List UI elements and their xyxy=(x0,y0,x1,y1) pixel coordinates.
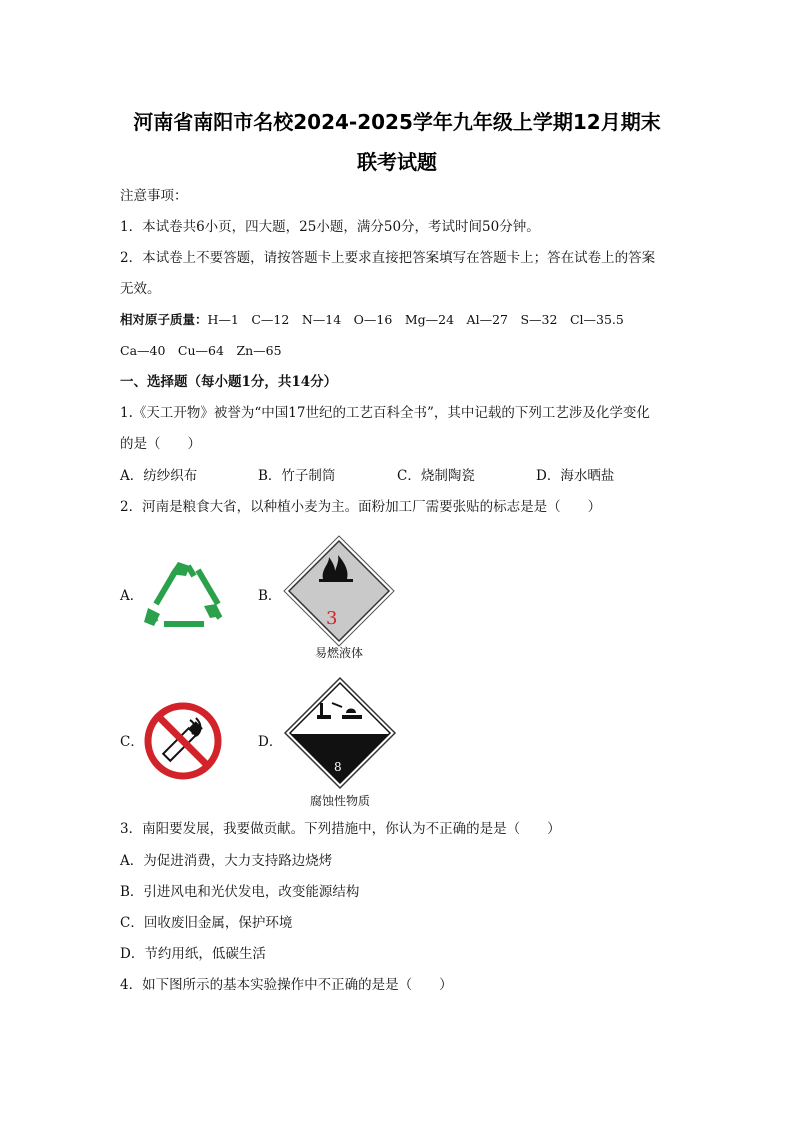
q1-option-d: D．海水晒盐 xyxy=(536,468,615,484)
q3-option-b: B．引进风电和光伏发电，改变能源结构 xyxy=(120,884,360,900)
q3-option-c: C．回收废旧金属，保护环境 xyxy=(120,915,293,931)
q2-label-c: C． xyxy=(120,734,144,750)
atomic-mass-line2: Ca—40 Cu—64 Zn—65 xyxy=(120,343,282,358)
q2-caption-d: 腐蚀性物质 xyxy=(309,794,370,808)
exam-title-line2: 联考试题 xyxy=(357,150,437,174)
q1-option-b: B．竹子制筒 xyxy=(258,468,336,484)
corrosive-sign-number: 8 xyxy=(334,760,342,774)
q3-option-d: D．节约用纸，低碳生活 xyxy=(120,946,266,962)
q2-label-b: B． xyxy=(258,588,282,604)
section1-heading: 一、选择题（每小题1分，共14分） xyxy=(120,374,338,390)
atomic-mass-line1 xyxy=(120,311,624,329)
q3-stem: 3．南阳要发展，我要做贡献。下列措施中，你认为不正确的是是（ ） xyxy=(120,821,561,837)
q4-stem: 4．如下图所示的基本实验操作中不正确的是是（ ） xyxy=(120,977,453,993)
flammable-liquid-sign-icon xyxy=(283,535,395,647)
atomic-mass-label: 相对原子质量： xyxy=(120,312,208,327)
q3-option-a: A．为促进消费，大力支持路边烧烤 xyxy=(120,853,333,869)
notice-item-1: 1．本试卷共6小页，四大题，25小题，满分50分，考试时间50分钟。 xyxy=(120,219,540,235)
q2-label-d: D． xyxy=(258,734,283,750)
q2-stem: 2．河南是粮食大省，以种植小麦为主。面粉加工厂需要张贴的标志是是（ ） xyxy=(120,499,602,515)
notice-item-2a: 2．本试卷上不要答题，请按答题卡上要求直接把答案填写在答题卡上；答在试卷上的答案 xyxy=(120,250,656,266)
q1-option-c: C．烧制陶瓷 xyxy=(397,468,475,484)
flammable-sign-number: 3 xyxy=(326,608,338,629)
no-smoking-sign-icon xyxy=(144,702,222,780)
q1-stem-b: 的是（ ） xyxy=(120,436,201,452)
q1-stem-a: 1.《天工开物》被誉为“中国17世纪的工艺百科全书”，其中记载的下列工艺涉及化学变化 xyxy=(120,405,650,421)
q2-label-a: A． xyxy=(120,588,144,604)
atomic-mass-values1: H—1 C—12 N—14 O—16 Mg—24 Al—27 S—32 Cl—35.5 xyxy=(207,312,624,327)
recycle-icon xyxy=(142,560,224,630)
exam-title-line1: 河南省南阳市名校2024-2025学年九年级上学期12月期末 xyxy=(133,110,661,134)
q2-caption-b: 易燃液体 xyxy=(314,646,363,660)
notice-item-2b: 无效。 xyxy=(120,281,161,297)
q1-option-a: A．纺纱织布 xyxy=(120,468,198,484)
notice-heading: 注意事项： xyxy=(120,188,188,204)
